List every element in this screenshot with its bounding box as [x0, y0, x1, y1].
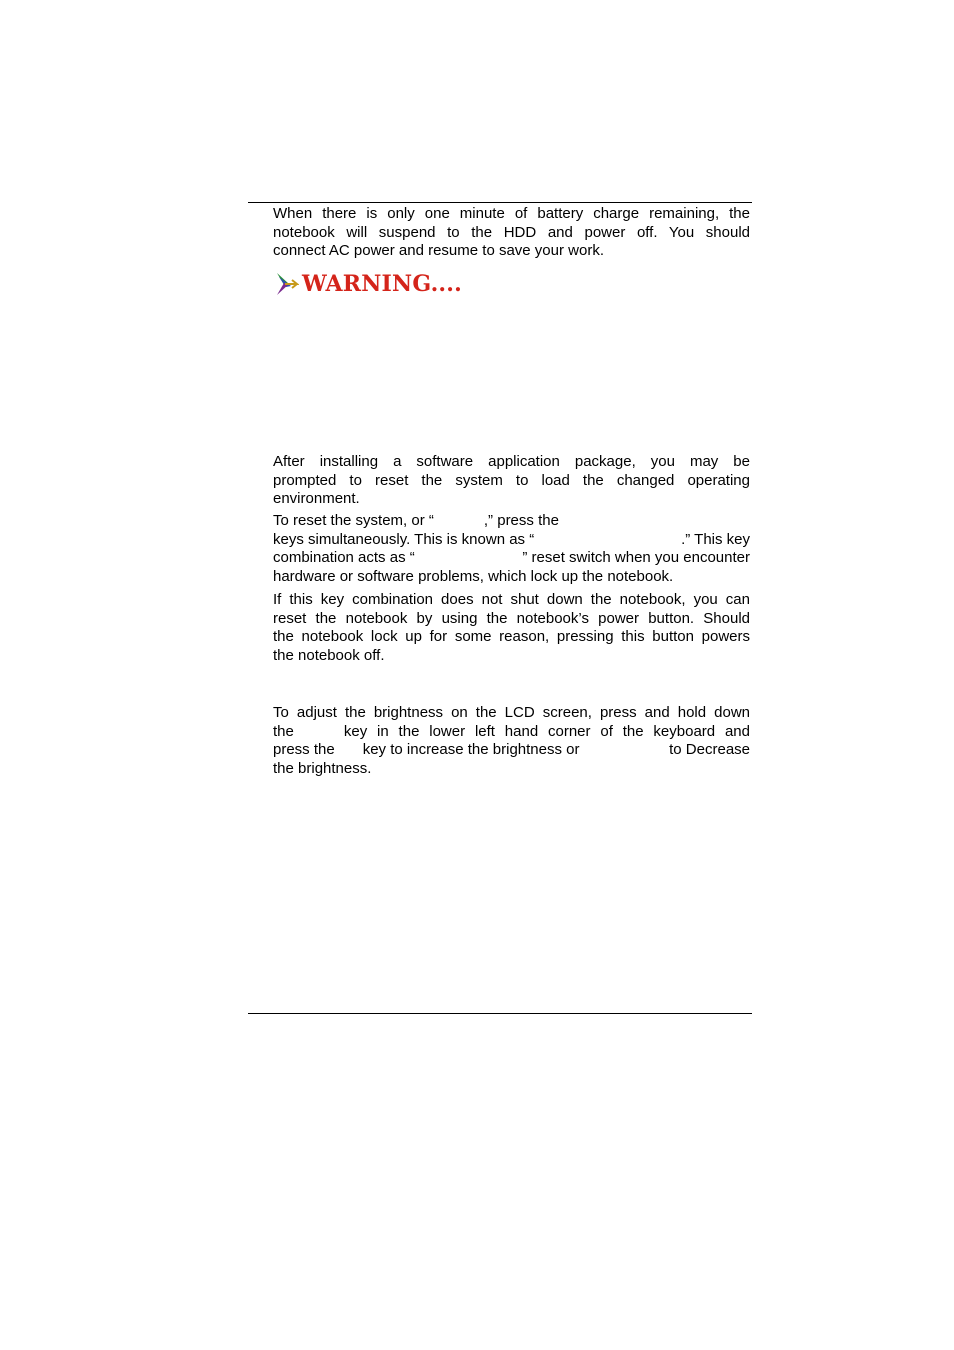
reset2-line-1-a: To reset the system, or “: [273, 512, 434, 529]
reset2-line-1-b: ,” press the: [483, 512, 559, 529]
brightness-line-3-c: to Decrease: [669, 741, 750, 758]
reset3-line-1: If this key combination does not shut down the notebook, you can: [273, 591, 750, 608]
battery-line-1: When there is only one minute of battery charge remaining, the: [273, 205, 750, 222]
footer-rule: [248, 1013, 752, 1014]
arrows-icon: [275, 271, 299, 297]
reset2-line-2-b: .” This key: [681, 530, 750, 548]
brightness-line-3: [273, 741, 750, 760]
header-rule: [248, 202, 752, 203]
reset3-line-2: reset the notebook by using the notebook’s power button. Should: [273, 609, 750, 627]
reset3-line-3: the notebook lock up for some reason, pressing this button powers: [273, 628, 750, 645]
brightness-paragraph: [273, 704, 750, 778]
reset2-line-4: hardware or software problems, which lock up the notebook.: [273, 567, 674, 585]
brightness-line-1: To adjust the brightness on the LCD screen, press and hold down: [273, 704, 750, 721]
reset-paragraph-1: [273, 453, 750, 509]
battery-paragraph: [273, 205, 750, 261]
brightness-line-4: the brightness.: [273, 759, 372, 777]
reset1-line-1: After installing a software application package, you may be: [273, 453, 750, 470]
reset3-line-4: the notebook off.: [273, 646, 385, 664]
battery-line-3: connect AC power and resume to save your work.: [273, 242, 604, 259]
brightness-line-2-b: key in the lower left hand corner of the keyboard and: [343, 722, 750, 740]
reset2-line-2: [273, 531, 750, 550]
reset2-line-1: [273, 512, 750, 531]
reset1-line-3: environment.: [273, 490, 360, 507]
brightness-line-3-a: press the: [273, 741, 335, 758]
reset-paragraph-2: [273, 512, 750, 586]
reset-paragraph-3: [273, 591, 750, 665]
brightness-line-3-b: key to increase the brightness or: [362, 741, 580, 758]
reset1-line-2: prompted to reset the system to load the changed operating: [273, 471, 750, 489]
reset2-line-3-b: ” reset switch when you encounter: [522, 549, 750, 566]
reset2-line-2-a: keys simultaneously. This is known as “: [273, 530, 535, 548]
warning-banner: [275, 270, 462, 298]
reset2-line-3-a: combination acts as “: [273, 549, 415, 566]
warning-label: WARNING....: [302, 271, 463, 297]
battery-line-2: notebook will suspend to the HDD and power off. You should: [273, 223, 750, 241]
reset2-line-3: [273, 549, 750, 568]
brightness-line-2: [273, 723, 750, 742]
brightness-line-2-a: the: [273, 722, 294, 740]
